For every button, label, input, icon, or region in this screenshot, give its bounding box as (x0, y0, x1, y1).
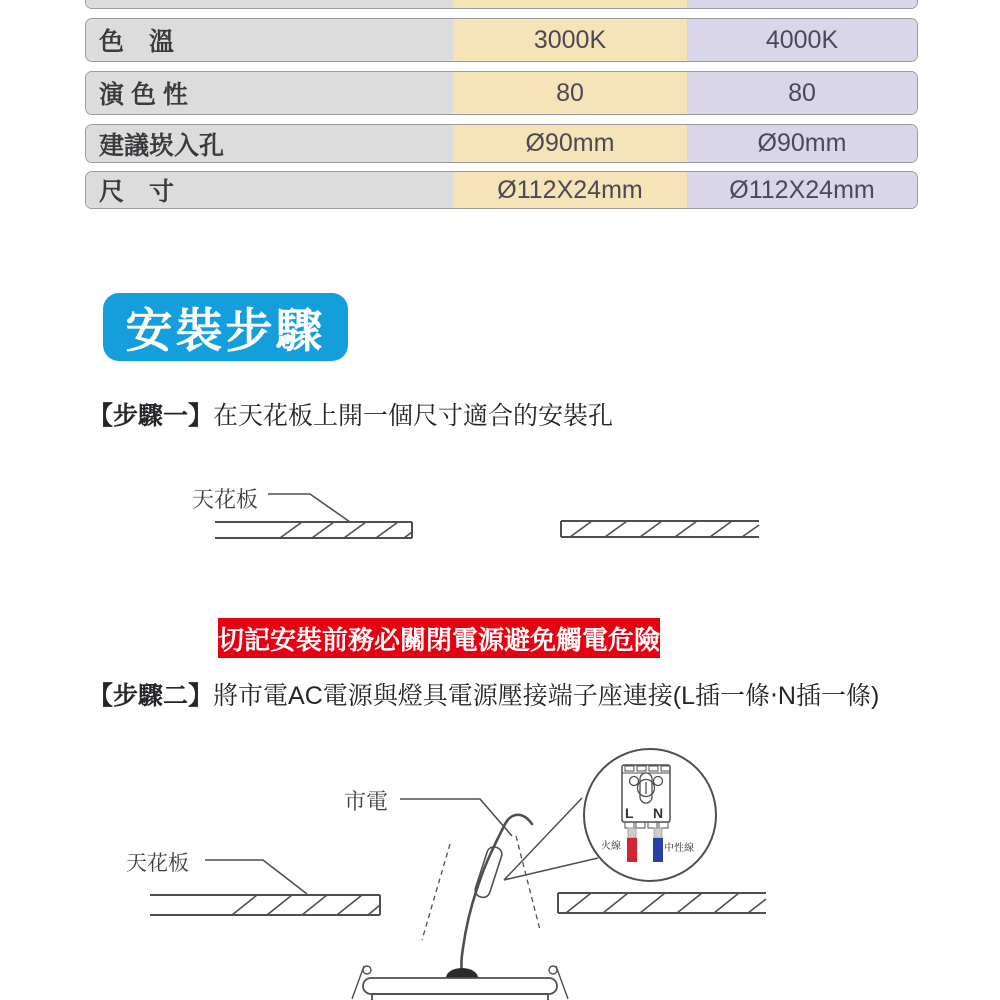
ceiling-leader-line (268, 494, 350, 522)
row-value-4000k: Ø112X24mm (687, 172, 917, 208)
fixture-top-plate (363, 978, 557, 994)
partial-3000k-cell (453, 0, 687, 8)
screw-hole-right (654, 777, 663, 786)
fixture-body (372, 994, 548, 1000)
install-steps-badge: 安裝步驟 (103, 293, 348, 361)
mains-power-label: 市電 (344, 789, 389, 814)
terminal-n-label: N (653, 805, 664, 821)
neutral-wire-label: 中性線 (664, 843, 694, 854)
screw-hole-left (630, 777, 639, 786)
neutral-wire (653, 828, 663, 862)
row-value-4000k: Ø90mm (687, 125, 917, 162)
crimp-connector (473, 845, 503, 899)
ceiling-label-step2: 天花板 (126, 852, 189, 875)
ceiling-right-section (561, 521, 759, 537)
step2-body: 將市電AC電源與燈具電源壓接端子座連接(L插一條‧N插一條) (213, 682, 880, 710)
row-label: 色 溫 (86, 19, 453, 61)
table-row-color-temp (85, 18, 918, 62)
spec-table (85, 0, 918, 215)
step1-prefix: 【步驟一】 (88, 402, 214, 430)
live-wire-label: 火線 (601, 841, 621, 852)
step1-text (88, 396, 613, 432)
terminal-block (622, 765, 670, 828)
power-cable (461, 815, 532, 973)
row-value-4000k: 80 (687, 72, 917, 114)
mains-leader-line (400, 799, 512, 836)
row-value-3000k: 80 (453, 72, 687, 114)
row-value-4000k: 4000K (687, 19, 917, 61)
table-row-cri (85, 71, 918, 115)
ceiling-right-section (558, 893, 766, 913)
partial-4000k-cell (687, 0, 917, 8)
terminal-l-label: L (625, 805, 634, 821)
power-off-warning-banner: 切記安裝前務必關閉電源避免觸電危險 (218, 618, 660, 658)
table-row-cutout (85, 124, 918, 163)
row-value-3000k: 3000K (453, 19, 687, 61)
ceiling-left-section (150, 895, 380, 915)
step1-body: 在天花板上開一個尺寸適合的安裝孔 (213, 402, 614, 430)
dashed-guide-lines (422, 836, 540, 940)
row-label: 尺 寸 (86, 172, 453, 208)
step2-prefix: 【步驟二】 (88, 682, 214, 710)
ceiling-left-section (215, 522, 412, 538)
row-label: 演 色 性 (86, 72, 453, 114)
partial-label-cell (86, 0, 453, 8)
table-row-partial (85, 0, 918, 9)
ceiling-leader-line (205, 860, 307, 894)
table-row-dimensions (85, 171, 918, 209)
downlight-fixture (352, 966, 568, 1000)
step2-text (88, 676, 879, 712)
cable-gland (446, 968, 478, 978)
row-value-3000k: Ø112X24mm (453, 172, 687, 208)
row-value-3000k: Ø90mm (453, 125, 687, 162)
live-wire (627, 828, 637, 862)
row-label: 建議崁入孔 (86, 125, 453, 162)
step2-diagram (120, 740, 800, 1000)
step1-diagram (150, 470, 820, 585)
ceiling-label-step1: 天花板 (192, 487, 259, 512)
magnifier-circle (584, 749, 716, 881)
